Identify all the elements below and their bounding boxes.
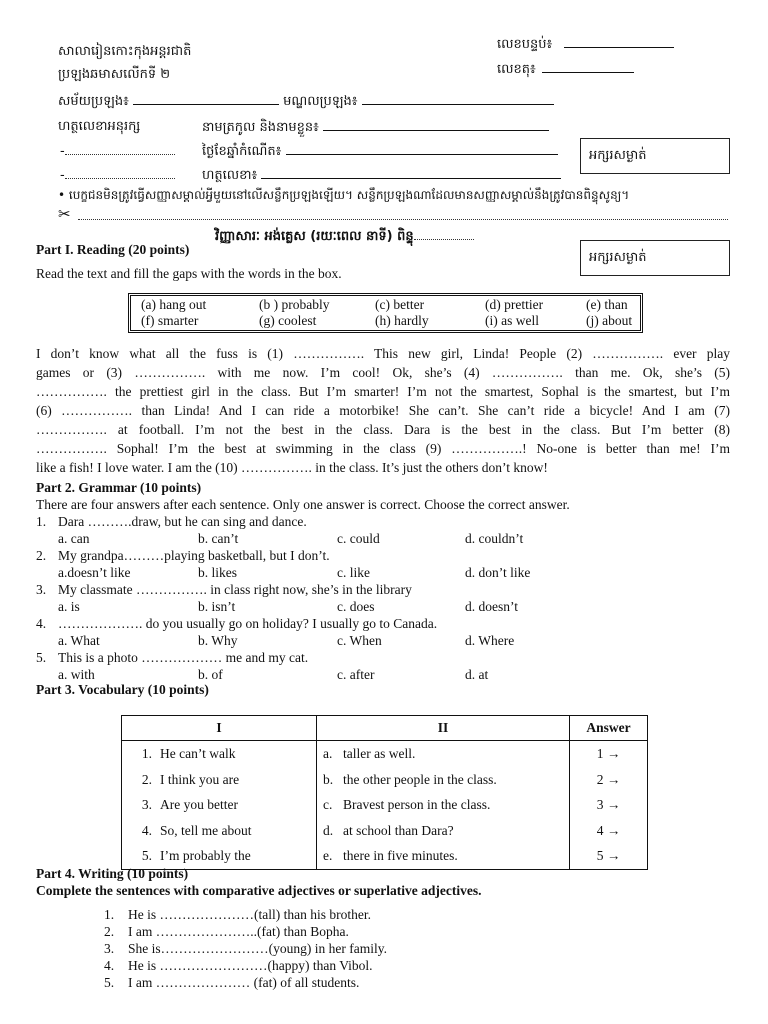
column-ii-item <box>317 741 569 767</box>
passage-line: ……………. the prettiest girl in the class. But I’m smarter! I’m not the smartest, Sophal is the smartest, but I’m <box>36 384 730 399</box>
word-option: (f) smarter <box>141 313 199 328</box>
item-letter: b. <box>323 771 334 787</box>
item-letter: a. <box>323 746 333 761</box>
writing-item-text[interactable]: He is …………………(tall) than his brother. <box>128 907 371 922</box>
item-text: there in five minutes. <box>343 848 458 863</box>
word-option: (c) better <box>375 297 425 312</box>
writing-item-number: 5. <box>104 975 115 990</box>
column-header-ii: II <box>317 716 570 741</box>
item-letter: c. <box>323 797 333 812</box>
item-letter: e. <box>323 848 333 863</box>
word-option: (j) about <box>586 313 633 328</box>
word-option: (d) prettier <box>485 297 544 312</box>
dash-row-1: - <box>60 142 175 159</box>
answer-option[interactable]: b. can’t <box>198 531 239 546</box>
passage-line: like a fish! I love water. I am the (10) ……………. in the class. It’s just the others don’t know! <box>36 460 548 475</box>
answer-slot[interactable]: 1 → <box>596 746 621 761</box>
answer-option[interactable]: b. Why <box>198 633 238 648</box>
item-text: the other people in the class. <box>343 771 497 787</box>
writing-item-text[interactable]: I am …………………..(fat) than Bopha. <box>128 924 349 939</box>
item-text: taller as well. <box>343 746 416 761</box>
part1-title: Part I. Reading (20 points) <box>36 242 190 257</box>
subject-line: វិញ្ញាសារៈ អង់គ្លេស (រយៈពេល នាទី) ពិន្ទុ <box>215 227 474 247</box>
word-box <box>128 293 643 333</box>
item-text: He can’t walk <box>160 746 236 761</box>
item-text: Bravest person in the class. <box>343 797 491 812</box>
scissors-icon: ✂ <box>58 207 71 223</box>
passage-line: ……………. Sophal! I’m the best at swimming in the class (9) …………….! No-one is better than me! I’m <box>36 441 730 456</box>
item-number: 5. <box>141 848 152 863</box>
passage-line: I don’t know what all the fuss is (1) ……………. This new girl, Linda! People (2) ……………. ever play <box>36 346 730 361</box>
school-name: សាលារៀនកោះកុងអន្តរជាតិ <box>58 44 192 59</box>
item-number: 4. <box>141 822 152 838</box>
answer-option[interactable]: b. of <box>198 667 223 682</box>
name-row: នាមត្រកូល និងនាមខ្លួន៖ <box>202 118 549 138</box>
word-option: (b ) probably <box>259 297 330 312</box>
item-number: 1. <box>141 746 152 761</box>
word-option: (g) coolest <box>259 313 317 328</box>
answer-option[interactable]: a.doesn’t like <box>58 565 131 580</box>
part1-instruction: Read the text and fill the gaps with the words in the box. <box>36 266 342 281</box>
secret-code-box-top: អក្សរសម្ងាត់ <box>580 138 730 174</box>
session-field[interactable] <box>133 92 279 105</box>
word-option: (i) as well <box>485 313 539 328</box>
item-number: 3. <box>141 797 152 812</box>
part4-instruction: Complete the sentences with comparative adjectives or superlative adjectives. <box>36 883 482 898</box>
name-field[interactable] <box>323 118 549 131</box>
writing-item-number: 2. <box>104 924 115 939</box>
item-text: So, tell me about <box>160 822 252 838</box>
signature-row: ហត្ថលេខា៖ <box>202 166 561 186</box>
question-text: Dara ……….draw, but he can sing and dance. <box>58 514 307 529</box>
room-number-field[interactable] <box>564 35 674 48</box>
answer-option[interactable]: b. isn’t <box>198 599 236 614</box>
column-ii-item <box>317 843 569 869</box>
column-ii-item <box>317 792 569 818</box>
answer-slot[interactable]: 2 → <box>596 771 621 787</box>
writing-item-text[interactable]: He is ……………………(happy) than Vibol. <box>128 958 373 973</box>
question-number: 1. <box>36 514 47 529</box>
answer-slot[interactable]: 4 → <box>596 822 621 838</box>
item-text: I’m probably the <box>160 848 251 863</box>
answer-option[interactable]: a. What <box>58 633 100 648</box>
writing-item-text[interactable]: I am ………………… (fat) of all students. <box>128 975 360 990</box>
part3-title: Part 3. Vocabulary (10 points) <box>36 682 209 697</box>
column-i-item <box>122 818 316 844</box>
item-letter: d. <box>323 822 334 838</box>
exam-notice: • បេក្ខជនមិនត្រូវធ្វើសញ្ញាសម្គាល់អ្វីមួយនៅលើសន្លឹកប្រឡងឡើយ។ សន្លឹកប្រឡងណាដែលមានសញ្ញាសម្គាល់នឹងត្រូវបានពិន្ទុសូន្យ។ <box>58 188 630 202</box>
column-i-item <box>122 741 316 767</box>
inspector-signature-label: ហត្ថលេខាអនុរក្ស <box>58 119 141 134</box>
answer-slot[interactable]: 5 → <box>596 848 621 863</box>
answer-option[interactable]: d. couldn’t <box>465 531 524 546</box>
dash-row-2: - <box>60 166 175 183</box>
passage-line: games or (3) ……………. with me now. I’m cool! Ok, she’s (4) ……………. than me. Ok, she’s (5) <box>36 365 730 380</box>
answer-option[interactable]: c. like <box>337 565 370 580</box>
center-field[interactable] <box>362 92 554 105</box>
word-option: (a) hang out <box>141 297 207 312</box>
question-text: My classmate ……………. in class right now, she’s in the library <box>58 582 412 597</box>
item-text: I think you are <box>160 771 240 787</box>
writing-item-number: 4. <box>104 958 115 973</box>
secret-code-box-bottom: អក្សរសម្ងាត់ <box>580 240 730 276</box>
column-i-item <box>122 792 316 818</box>
dob-row: ថ្ងៃខែឆ្នាំកំណើត៖ <box>202 142 558 162</box>
question-text: My grandpa………playing basketball, but I don’t. <box>58 548 330 563</box>
column-i-item <box>122 843 316 869</box>
answer-option[interactable]: d. doesn’t <box>465 599 518 614</box>
answer-cell <box>570 741 648 870</box>
passage-line: (6) ……………. than Linda! And I can ride a motorbike! She can’t. She can’t ride a bicycle! And I am (7) <box>36 403 730 418</box>
writing-item-number: 1. <box>104 907 115 922</box>
question-number: 5. <box>36 650 47 665</box>
question-number: 4. <box>36 616 47 631</box>
column-header-answer: Answer <box>570 716 648 741</box>
column-ii-item <box>317 767 569 793</box>
part4-title: Part 4. Writing (10 points) <box>36 866 189 881</box>
writing-item-text[interactable]: She is……………………(young) in her family. <box>128 941 387 956</box>
desk-number-label: លេខតុ៖ <box>497 60 634 80</box>
passage-line: ……………. at football. I’m not the best in the class. Dara is the best in the class. But I’m better (8) <box>36 422 730 437</box>
item-text: Are you better <box>160 797 238 812</box>
answer-option[interactable]: c. after <box>337 667 375 682</box>
cut-line <box>78 219 728 220</box>
answer-option[interactable]: d. at <box>465 667 489 682</box>
vocabulary-table <box>121 715 648 870</box>
writing-item-number: 3. <box>104 941 115 956</box>
question-number: 2. <box>36 548 47 563</box>
column-i-cell <box>122 741 317 870</box>
word-option: (h) hardly <box>375 313 429 328</box>
session-row: សម័យប្រឡង៖ មណ្ឌលប្រឡង៖ <box>58 92 554 112</box>
answer-option[interactable]: a. is <box>58 599 80 614</box>
desk-number-field[interactable] <box>542 60 634 73</box>
answer-option[interactable]: d. don’t like <box>465 565 531 580</box>
answer-option[interactable]: c. does <box>337 599 375 614</box>
reading-passage <box>36 344 730 477</box>
question-number: 3. <box>36 582 47 597</box>
answer-slot[interactable]: 3 → <box>596 797 621 812</box>
column-ii-item <box>317 818 569 844</box>
answer-option[interactable]: b. likes <box>198 565 237 580</box>
answer-option[interactable]: c. When <box>337 633 382 648</box>
answer-option[interactable]: a. can <box>58 531 90 546</box>
part2-instruction: There are four answers after each sentence. Only one answer is correct. Choose the correct answer. <box>36 497 570 512</box>
column-i-item <box>122 767 316 793</box>
question-text: This is a photo ……………… me and my cat. <box>58 650 309 665</box>
word-option: (e) than <box>586 297 628 312</box>
part2-title: Part 2. Grammar (10 points) <box>36 480 202 495</box>
item-number: 2. <box>141 771 152 787</box>
answer-option[interactable]: c. could <box>337 531 380 546</box>
column-ii-cell <box>317 741 570 870</box>
exam-title: ប្រឡងឆមាសលើកទី ២ <box>58 67 171 82</box>
signature-field[interactable] <box>261 166 561 179</box>
item-text: at school than Dara? <box>343 822 454 838</box>
column-header-i: I <box>122 716 317 741</box>
room-number-label: លេខបន្ទប់៖ <box>497 35 674 55</box>
answer-option[interactable]: a. with <box>58 667 95 682</box>
question-text: ………………. do you usually go on holiday? I usually go to Canada. <box>58 616 438 631</box>
dob-field[interactable] <box>286 142 558 155</box>
answer-option[interactable]: d. Where <box>465 633 515 648</box>
